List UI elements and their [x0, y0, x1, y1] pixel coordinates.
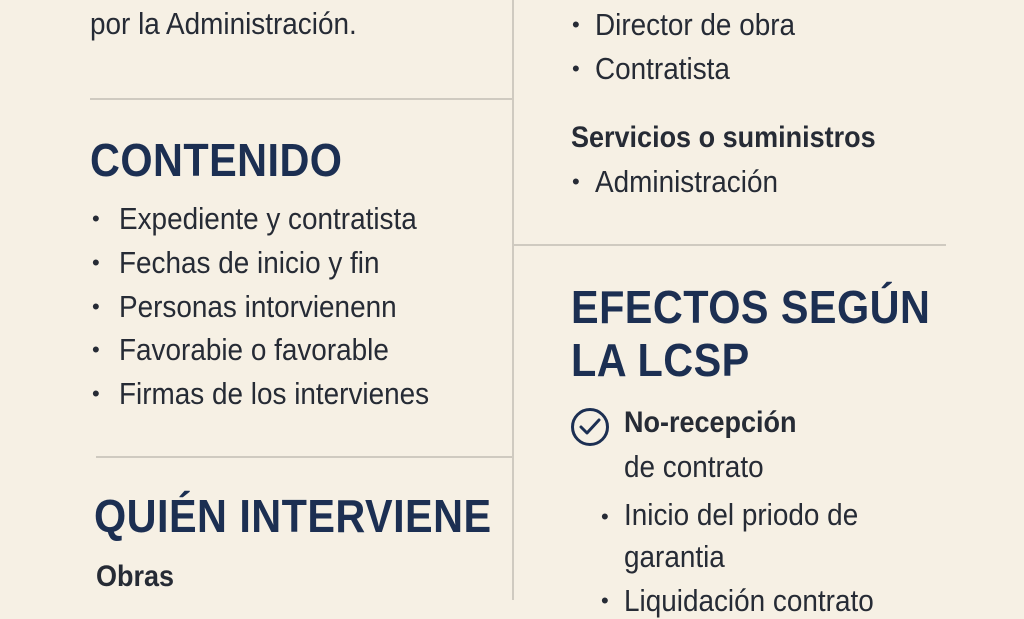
- efectos-heading-line2: LA LCSP: [571, 334, 750, 386]
- bullet-icon: •: [92, 381, 100, 406]
- obras-label: Obras: [96, 560, 175, 593]
- bullet-icon: •: [572, 12, 580, 37]
- divider-left-2: [96, 456, 512, 458]
- list-item: Expediente y contratista: [119, 201, 417, 236]
- intro-text: por la Administración.: [90, 6, 357, 41]
- obras-item-director: Director de obra: [595, 7, 796, 42]
- servicios-label: Servicios o suministros: [571, 121, 876, 154]
- bullet-icon: •: [601, 588, 609, 613]
- efectos-item-liquidacion: Liquidación contrato: [624, 583, 874, 618]
- divider-left-1: [90, 98, 512, 100]
- divider-right-1: [514, 244, 946, 246]
- bullet-icon: •: [92, 206, 100, 231]
- bullet-icon: •: [572, 169, 580, 194]
- contenido-heading: CONTENIDO: [90, 134, 343, 186]
- bullet-icon: •: [601, 504, 609, 529]
- obras-item-contratista: Contratista: [595, 51, 730, 86]
- efectos-item-garantia-line1: Inicio del priodo de: [624, 497, 859, 532]
- bullet-icon: •: [92, 337, 100, 362]
- list-item: Personas intorvienenn: [119, 289, 397, 324]
- quien-heading: QUIÉN INTERVIENE: [94, 490, 492, 542]
- efectos-item-garantia-line2: garantia: [624, 539, 725, 574]
- check-item-line2: de contrato: [624, 449, 764, 484]
- bullet-icon: •: [92, 250, 100, 275]
- efectos-heading-line1: EFECTOS SEGÚN: [571, 281, 931, 333]
- bullet-icon: •: [572, 56, 580, 81]
- list-item: Fechas de inicio y fin: [119, 245, 380, 280]
- list-item: Favorabie o favorable: [119, 332, 389, 367]
- bullet-icon: •: [92, 294, 100, 319]
- check-circle-icon: [571, 408, 609, 446]
- servicios-item: Administración: [595, 164, 778, 199]
- check-item-line1: No-recepción: [624, 406, 797, 439]
- list-item: Firmas de los intervienes: [119, 376, 430, 411]
